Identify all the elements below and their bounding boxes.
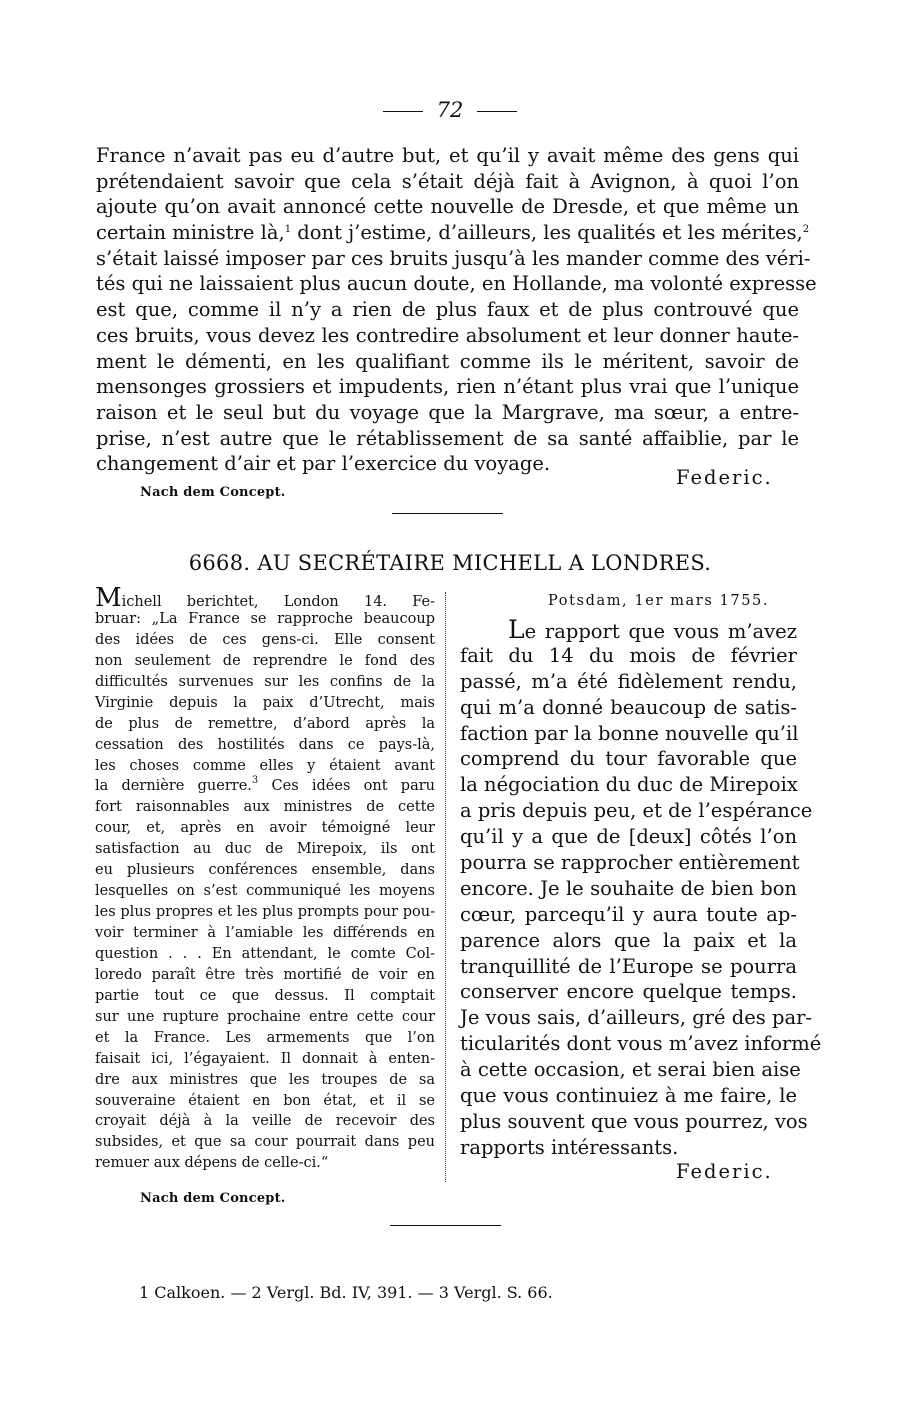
column-divider-dotted — [445, 592, 446, 1182]
footnote-mark-1: 1 — [284, 224, 292, 236]
body-line: faction par la bonne nouvelle qu’il — [460, 721, 799, 745]
letter-body-column — [460, 615, 822, 1161]
summary-line: les plus propres et les plus prompts pour pou- — [95, 904, 435, 921]
report-summary-column — [95, 583, 436, 1174]
text-line: France n’avait pas eu d’autre but, et qu’il y avait même des gens qui — [96, 144, 799, 167]
text-line-with-footnote-marks — [96, 220, 810, 246]
text-line: ajoute qu’on avait annoncé cette nouvelle de Dresde, et que même un — [96, 195, 799, 219]
body-line: rapports intéressants. — [460, 1135, 679, 1159]
previous-letter-ending — [96, 143, 817, 477]
summary-drop-cap: M — [95, 583, 122, 613]
summary-line: faisait ici, l’égayaient. Il donnait à enten- — [95, 1050, 435, 1067]
summary-line: question . . . En attendant, le comte Col- — [95, 945, 435, 962]
body-line: Je vous sais, d’ailleurs, gré des par- — [460, 1006, 812, 1030]
summary-line: subsides, et que sa cour pourrait dans peu — [95, 1134, 435, 1151]
summary-line: bruar: „La France se rapproche beaucoup — [95, 610, 435, 627]
summary-line: les choses comme elles y étaient avant — [95, 757, 435, 774]
summary-line — [95, 583, 435, 613]
summary-line: des idées de ces gens-ci. Elle consent — [95, 631, 435, 648]
body-line: comprend du tour favorable que — [460, 747, 797, 771]
body-line: pourra se rapprocher entièrement — [460, 851, 800, 875]
summary-line: souveraine étaient en bon état, et il se — [95, 1092, 435, 1109]
body-line: qu’il y a que de [deux] côtés l’on — [460, 825, 797, 849]
page-number — [0, 98, 900, 122]
summary-line: sur une rupture prochaine entre cette cour — [95, 1008, 435, 1025]
body-line: a pris depuis peu, et de l’espérance — [460, 799, 813, 823]
body-line: tranquillité de l’Europe se pourra — [460, 954, 797, 978]
footnote-divider-rule — [390, 1225, 501, 1226]
body-line: conserver encore quelque temps. — [460, 980, 797, 1004]
summary-line: satisfaction au duc de Mirepoix, ils ont — [95, 841, 435, 858]
body-line — [460, 617, 797, 643]
summary-line: loredo paraît être très mortifié de voir en — [95, 966, 435, 983]
summary-line: de plus de remettre, d’abord après la — [95, 715, 435, 732]
letter-dateline: Potsdam, 1er mars 1755. — [548, 593, 770, 609]
source-note-letter-6668: Nach dem Concept. — [140, 1191, 286, 1206]
letter-heading: 6668. AU SECRÉTAIRE MICHELL A LONDRES. — [188, 551, 712, 575]
source-note-previous-letter: Nach dem Concept. — [140, 485, 286, 500]
text-line: prise, n’est autre que le rétablissement de sa santé affaiblie, par le — [96, 426, 799, 450]
summary-line: croyait déjà à la veille de recevoir des — [95, 1113, 435, 1130]
text-line: prétendaient savoir que cela s’était déjà fait à Avignon, à quoi l’on — [96, 169, 799, 193]
footnotes: 1 Calkoen. — 2 Vergl. Bd. IV, 391. — 3 Vergl. S. 66. — [139, 1283, 553, 1302]
signature-previous-letter: Federic. — [676, 466, 773, 489]
summary-line: remuer aux dépens de celle-ci.“ — [95, 1155, 329, 1172]
summary-line: dre aux ministres que les troupes de sa — [95, 1071, 435, 1088]
text-fragment: certain ministre là, — [96, 221, 285, 245]
body-line: plus souvent que vous pourrez, vos — [460, 1109, 808, 1133]
summary-line: et la France. Les armements que l’on — [95, 1029, 435, 1046]
summary-line-with-footnote-mark — [95, 776, 435, 797]
body-line: ticularités dont vous m’avez informé — [460, 1032, 822, 1056]
text-fragment: dont j’estime, d’ailleurs, les qualités et les mérites, — [291, 221, 803, 245]
text-line: tés qui ne laissaient plus aucun doute, en Hollande, ma volonté expresse — [96, 272, 817, 296]
text-line: ment le démenti, en les qualifiant comme ils le méritent, savoir de — [96, 349, 799, 373]
section-divider-rule — [392, 513, 503, 514]
summary-line: cour, et, après en avoir témoigné leur — [95, 820, 435, 837]
summary-line: lesquelles on s’est communiqué les moyens — [95, 883, 435, 900]
summary-line: non seulement de reprendre le fond des — [95, 652, 435, 669]
text-line: mensonges grossiers et impudents, rien n’étant plus vrai que l’unique — [96, 375, 799, 399]
body-line: cœur, parcequ’il y aura toute ap- — [460, 902, 797, 926]
body-line: encore. Je le souhaite de bien bon — [460, 876, 797, 900]
summary-line: fort raisonnables aux ministres de cette — [95, 799, 435, 816]
text-fragment: la dernière guerre. — [95, 778, 252, 795]
text-line: s’était laissé imposer par ces bruits jusqu’à les mander comme des véri- — [96, 246, 811, 270]
page-number-dash-left — [383, 111, 423, 112]
body-drop-cap: L — [508, 615, 525, 644]
page-number-dash-right — [477, 111, 517, 112]
text-line: changement d’air et par l’exercice du voyage. — [96, 452, 551, 476]
summary-line: partie tout ce que dessus. Il comptait — [95, 987, 435, 1004]
body-line: passé, m’a été fidèlement rendu, — [460, 669, 797, 693]
summary-line: voir terminer à l’amiable les différends en — [95, 925, 435, 941]
summary-line: cessation des hostilités dans ce pays-là, — [95, 736, 435, 753]
footnote-mark-3: 3 — [251, 775, 259, 787]
summary-line: eu plusieurs conférences ensemble, dans — [95, 862, 435, 879]
body-line: que vous continuiez à me faire, le — [460, 1084, 797, 1108]
text-fragment: e rapport que vous m’avez — [524, 620, 797, 643]
text-line: est que, comme il n’y a rien de plus faux et de plus controuvé que — [96, 298, 799, 322]
body-line: qui m’a donné beaucoup de satis- — [460, 695, 797, 719]
body-line: à cette occasion, et serai bien aise — [460, 1058, 801, 1082]
text-fragment: Ces idées ont paru — [258, 778, 436, 795]
body-line: parence alors que la paix et la — [460, 928, 797, 952]
summary-line: difficultés survenues sur les confins de la — [95, 673, 435, 690]
page-number-value: 72 — [436, 98, 464, 122]
text-fragment: ichell berichtet, London 14. Fe- — [121, 594, 435, 610]
signature-letter-6668: Federic. — [676, 1160, 773, 1183]
summary-line: Virginie depuis la paix d’Utrecht, mais — [95, 694, 435, 711]
body-line: la négociation du duc de Mirepoix — [460, 773, 798, 797]
body-line: fait du 14 du mois de février — [460, 643, 797, 667]
text-line: raison et le seul but du voyage que la Margrave, ma sœur, a entre- — [96, 400, 799, 424]
footnote-mark-2: 2 — [802, 224, 810, 236]
text-line: ces bruits, vous devez les contredire absolument et leur donner haute- — [96, 323, 799, 347]
